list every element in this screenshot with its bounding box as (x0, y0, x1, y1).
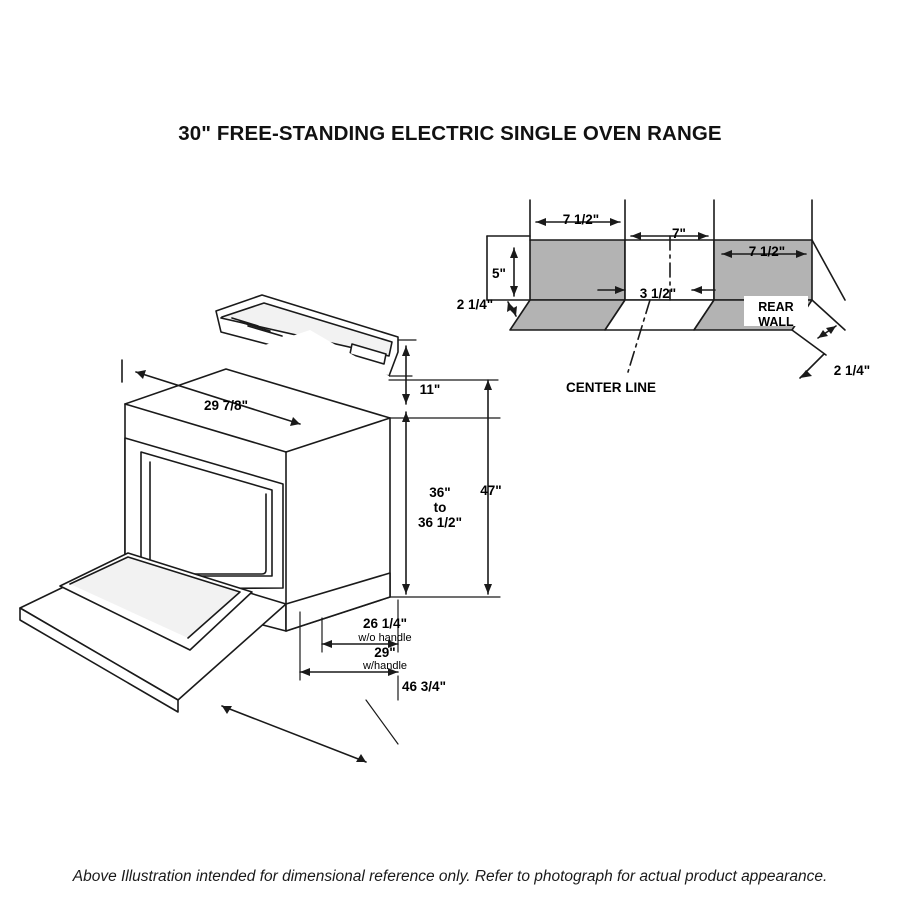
label-rear-wall-line2: WALL (758, 315, 794, 329)
label-cooktop-height-max: 36 1/2" (418, 515, 462, 530)
label-depth-right: 2 1/4" (833, 363, 871, 378)
range-view (20, 295, 398, 712)
label-cooktop-height: 36" (429, 485, 451, 500)
label-backguard-height: 11" (419, 382, 441, 397)
label-depth-with-handle: 29" (374, 645, 396, 660)
label-left-span: 7 1/2" (562, 212, 600, 227)
label-width-top: 29 7/8" (204, 398, 248, 413)
label-upper-height: 5" (492, 266, 506, 281)
page-title: 30" FREE-STANDING ELECTRIC SINGLE OVEN RANGE (178, 122, 722, 145)
left-outlet-block (530, 240, 625, 300)
label-overall-height: 47" (480, 483, 502, 498)
label-depth-no-handle: 26 1/4" (363, 616, 407, 631)
label-right-span: 7 1/2" (748, 244, 786, 259)
label-center-span: 7" (672, 226, 686, 241)
label-cooktop-height-to: to (433, 500, 447, 515)
label-rear-wall-line1: REAR (758, 300, 794, 314)
label-lower-height: 2 1/4" (456, 297, 494, 312)
label-center-line: CENTER LINE (565, 380, 657, 395)
footnote: Above Illustration intended for dimensional reference only. Refer to photograph for actual product appearance. (72, 868, 828, 885)
label-depth-with-handle-note: w/handle (362, 660, 408, 672)
label-mid-height: 3 1/2" (639, 286, 677, 301)
label-depth-no-handle-note: w/o handle (358, 632, 412, 644)
label-depth-door-open: 46 3/4" (402, 679, 446, 694)
